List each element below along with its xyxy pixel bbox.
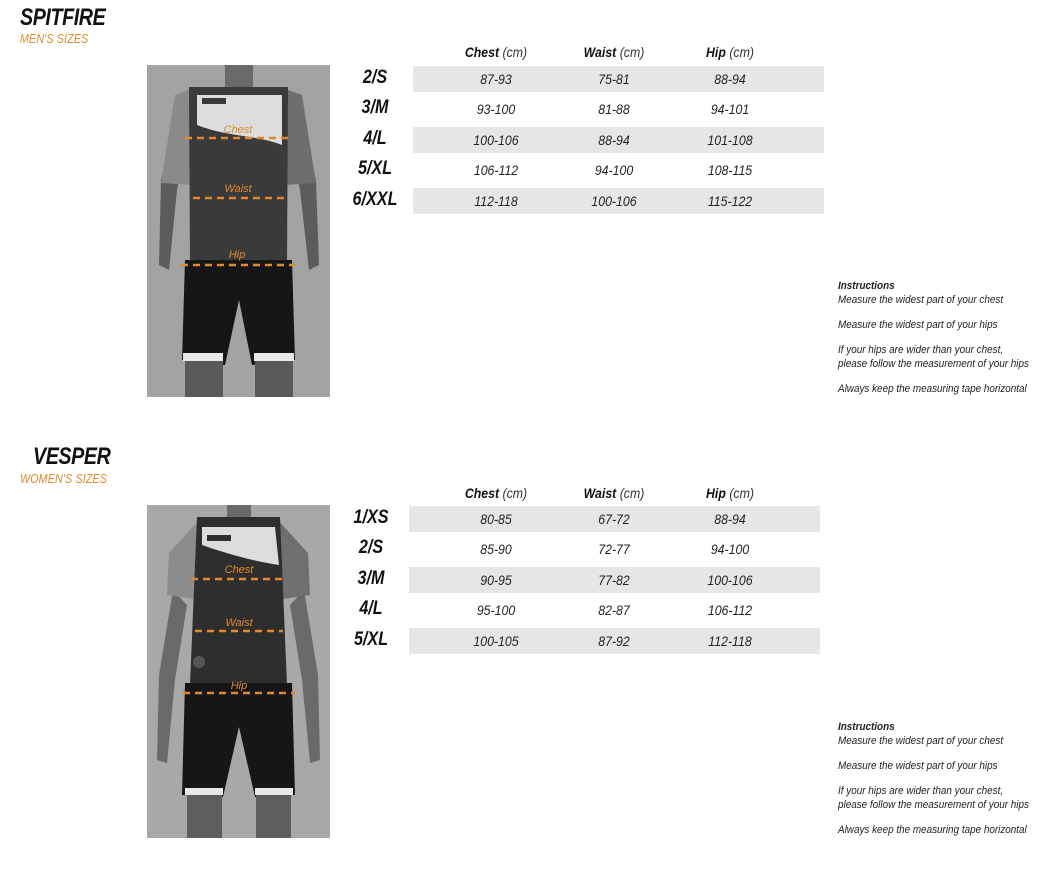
instruction-chest: Measure the widest part of your chest [838,735,1004,747]
size-label: 4/L [359,598,383,619]
hip-value: 108-115 [707,162,753,178]
instruction-wider-hips-2: please follow the measurement of your hips [838,358,1029,370]
chest-value: 93-100 [476,101,516,117]
instruction-horizontal: Always keep the measuring tape horizontal [838,824,1027,836]
waist-value: 77-82 [598,572,630,588]
chest-value: 80-85 [480,511,512,527]
size-label: 6/XXL [352,189,398,210]
size-label: 3/M [361,97,389,118]
waist-value: 72-77 [598,541,630,557]
header-waist: Waist (cm) [583,44,645,60]
waist-value: 94-100 [594,162,634,178]
size-category: WOMEN'S SIZES [20,471,108,486]
size-label: 3/M [357,568,385,589]
header-waist: Waist (cm) [583,485,645,501]
waist-value: 88-94 [598,132,630,148]
size-label: 2/S [358,537,384,558]
chest-value: 112-118 [474,193,518,209]
hip-label: Hip [228,249,246,261]
hip-value: 101-108 [707,132,753,148]
chest-value: 95-100 [476,602,516,618]
instruction-wider-hips-2: please follow the measurement of your hips [838,799,1029,811]
waist-value: 100-106 [591,193,637,209]
instruction-hips: Measure the widest part of your hips [838,319,998,331]
model-photo [147,65,330,397]
hip-value: 100-106 [707,572,753,588]
waist-label: Waist [225,617,253,629]
size-category: MEN'S SIZES [20,31,89,46]
size-label: 5/XL [357,158,393,179]
table-row [336,567,820,593]
instruction-wider-hips-1: If your hips are wider than your chest, [838,785,1004,797]
table-row [340,96,824,122]
header-hip: Hip (cm) [706,44,754,60]
size-label: 5/XL [353,629,389,650]
chest-value: 85-90 [480,541,512,557]
chest-label: Chest [224,564,254,576]
waist-value: 75-81 [598,71,630,87]
hip-value: 88-94 [714,71,746,87]
header-hip: Hip (cm) [706,485,754,501]
model-photo [147,505,330,838]
size-label: 1/XS [353,507,389,528]
size-chart-section-women [0,441,1059,871]
waist-label: Waist [224,183,252,195]
header-chest: Chest (cm) [464,44,528,60]
chest-value: 100-105 [473,633,519,649]
product-name: VESPER [33,443,111,470]
instruction-hips: Measure the widest part of your hips [838,760,998,772]
table-row [340,127,824,153]
waist-value: 67-72 [598,511,630,527]
instructions-title: Instructions [838,721,895,733]
hip-label: Hip [230,680,248,692]
table-row [336,536,820,562]
chest-value: 106-112 [473,162,519,178]
table-row [340,157,824,183]
instructions-title: Instructions [838,280,895,292]
table-row [336,628,820,654]
size-label: 2/S [362,67,388,88]
hip-value: 88-94 [714,511,746,527]
hip-value: 94-101 [710,101,750,117]
product-name: SPITFIRE [20,4,106,31]
instructions [838,279,1032,396]
table-row [340,188,824,214]
hip-value: 106-112 [707,602,753,618]
instruction-chest: Measure the widest part of your chest [838,294,1004,306]
table-row [336,506,820,532]
chest-value: 100-106 [473,132,519,148]
instruction-horizontal: Always keep the measuring tape horizontal [838,383,1027,395]
waist-value: 87-92 [598,633,630,649]
waist-value: 82-87 [598,602,630,618]
table-row [336,597,820,623]
hip-value: 115-122 [707,193,753,209]
chest-value: 87-93 [480,71,512,87]
size-label: 4/L [363,128,387,149]
waist-value: 81-88 [598,101,630,117]
chest-value: 90-95 [480,572,512,588]
size-chart-section-men [0,0,1059,430]
instructions [838,720,1032,837]
hip-value: 94-100 [710,541,750,557]
hip-value: 112-118 [708,633,752,649]
instruction-wider-hips-1: If your hips are wider than your chest, [838,344,1004,356]
chest-label: Chest [223,124,253,136]
table-row [340,66,824,92]
header-chest: Chest (cm) [464,485,528,501]
